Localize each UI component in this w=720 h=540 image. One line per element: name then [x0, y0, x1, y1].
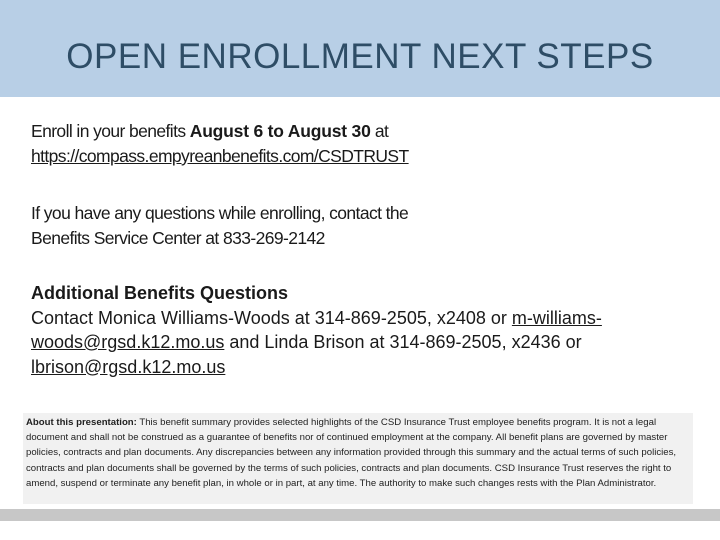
page-title: OPEN ENROLLMENT NEXT STEPS	[66, 37, 654, 76]
email-link-williams-woods[interactable]: m-williams-woods@rgsd.k12.mo.us	[31, 307, 602, 352]
enroll-paragraph	[31, 119, 409, 169]
questions-line-1: If you have any questions while enrolling, contact the	[31, 203, 409, 223]
footer-bar	[0, 509, 720, 521]
additional-questions-title: Additional Benefits Questions	[31, 283, 289, 303]
additional-questions-section	[31, 281, 701, 379]
disclaimer-text: This benefit summary provides selected highlights of the CSD Insurance Trust employee benefits program. It is not a legal document and shall not be construed as a guarantee of benefits nor of continued employment at the company. All benefit plans are governed by master policies, contracts and plan documents. Any discrepancies between any information provided through this summary and the actual terms of such policies, contracts and plan documents shall be governed by the terms of such policies, contracts and plan documents. CSD Insurance Trust reserves the right to amend, suspend or terminate any benefit plan, in whole or in part, at any time. The authority to make such changes rests with the Plan Administrator.	[26, 417, 677, 489]
enroll-url-link[interactable]: https://compass.empyreanbenefits.com/CSDTRUST	[31, 146, 409, 166]
enroll-prefix: Enroll in your benefits	[31, 121, 190, 141]
email-link-brison[interactable]: lbrison@rgsd.k12.mo.us	[31, 356, 226, 377]
header-banner	[0, 0, 720, 97]
questions-paragraph	[31, 201, 408, 251]
disclaimer-label: About this presentation:	[26, 417, 137, 428]
disclaimer-box	[23, 413, 693, 504]
contact-text-1: Contact Monica Williams-Woods at 314-869-2505, x2408 or	[31, 307, 512, 328]
contact-text-2: and Linda Brison at 314-869-2505, x2436 or	[224, 332, 582, 352]
enroll-suffix: at	[370, 121, 389, 141]
questions-line-2: Benefits Service Center at 833-269-2142	[31, 228, 325, 248]
enroll-dates: August 6 to August 30	[189, 121, 371, 141]
